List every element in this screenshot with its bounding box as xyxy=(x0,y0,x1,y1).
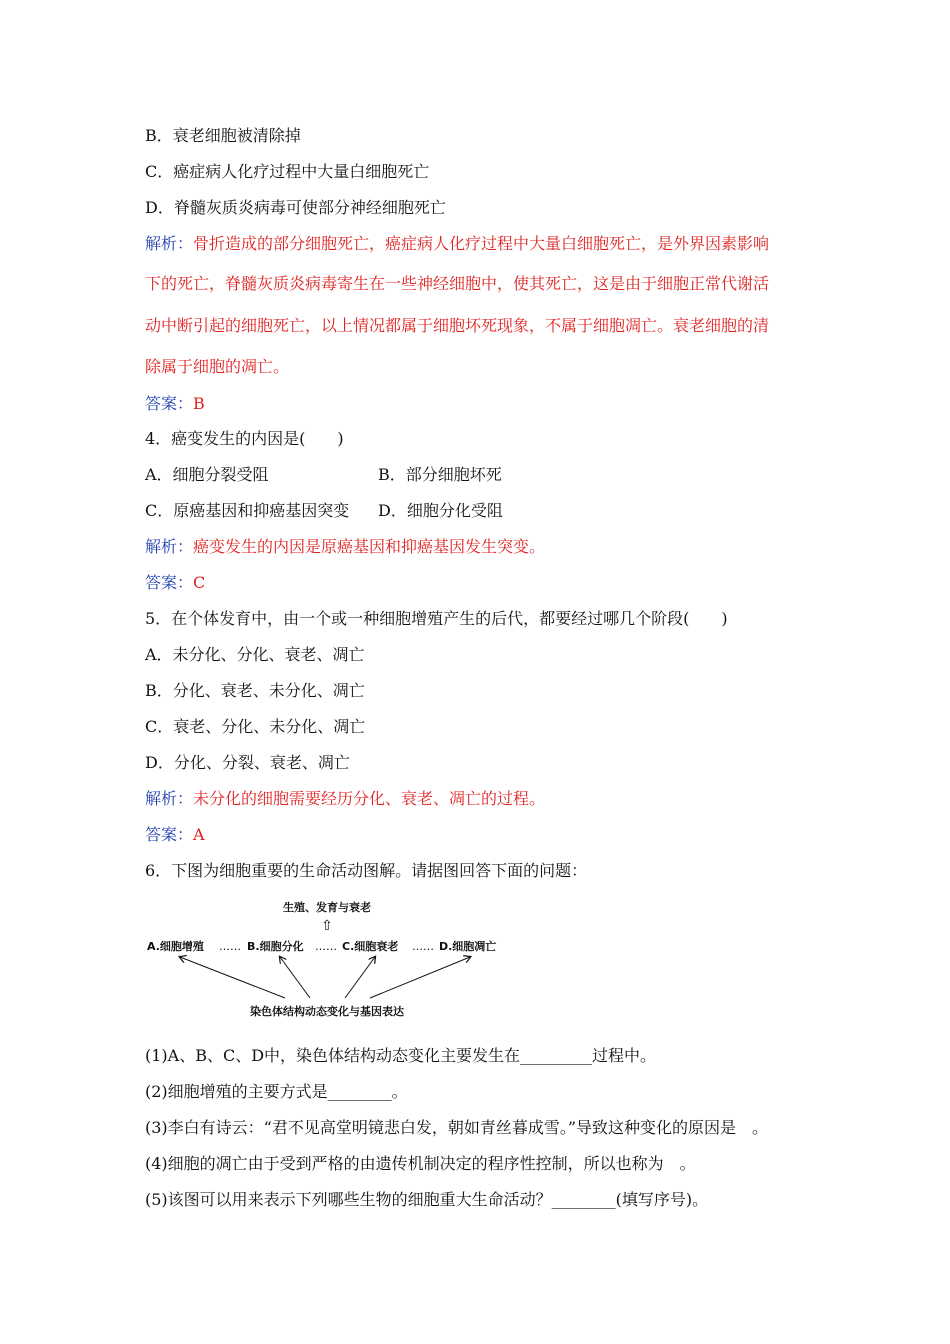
q3-explanation-label: 解析： xyxy=(145,234,194,253)
q6-stem: 6．下图为细胞重要的生命活动图解。请据图回答下面的问题： xyxy=(145,861,588,880)
q5-option-c: C．衰老、分化、未分化、凋亡 xyxy=(145,717,366,736)
q6-sub-question-4: (4)细胞的凋亡由于受到严格的由遗传机制决定的程序性控制，所以也称为 。 xyxy=(145,1154,696,1173)
q3-explanation-line-2: 下的死亡，脊髓灰质炎病毒寄生在一些神经细胞中，使其死亡，这是由于细胞正常代谢活 xyxy=(145,274,770,293)
diagram-stage-a: A.细胞增殖 xyxy=(147,940,204,953)
q6-sub-question-2: (2)细胞增殖的主要方式是________。 xyxy=(145,1082,408,1101)
diagram-stage-c: C.细胞衰老 xyxy=(342,940,399,953)
q5-stem: 5．在个体发育中，由一个或一种细胞增殖产生的后代，都要经过哪几个阶段( ) xyxy=(145,609,728,628)
q4-answer: 答案：C xyxy=(145,573,206,592)
q4-option-d: D．细胞分化受阻 xyxy=(378,501,503,520)
q6-sub-question-5: (5)该图可以用来表示下列哪些生物的细胞重大生命活动？________(填写序号)。 xyxy=(145,1190,709,1209)
q3-answer-value: B xyxy=(193,394,205,413)
q4-options-row-1 xyxy=(145,465,645,485)
diagram-dots-3: …… xyxy=(412,940,434,953)
q5-option-b: B．分化、衰老、未分化、凋亡 xyxy=(145,681,365,700)
q6-sub-question-3: (3)李白有诗云：“君不见高堂明镜悲白发，朝如青丝暮成雪。”导致这种变化的原因是 。 xyxy=(145,1118,769,1137)
q4-options-row-2 xyxy=(145,501,645,521)
diagram-dots-1: …… xyxy=(219,940,241,953)
q3-explanation-line-4: 除属于细胞的凋亡。 xyxy=(145,357,290,376)
q5-option-a: A．未分化、分化、衰老、凋亡 xyxy=(145,645,365,664)
diagram-stage-b: B.细胞分化 xyxy=(247,940,304,953)
q3-option-c: C．癌症病人化疗过程中大量白细胞死亡 xyxy=(145,162,430,181)
q5-answer-value: A xyxy=(193,825,205,844)
q3-option-b: B．衰老细胞被清除掉 xyxy=(145,126,301,145)
diagram-top-label: 生殖、发育与衰老 xyxy=(283,901,371,914)
q4-explanation: 解析：癌变发生的内因是原癌基因和抑癌基因发生突变。 xyxy=(145,537,546,556)
diagram-dots-2: …… xyxy=(315,940,337,953)
q4-option-a: A．细胞分裂受阻 xyxy=(145,465,269,484)
diagram-bottom-label: 染色体结构动态变化与基因表达 xyxy=(250,1005,404,1018)
diagram-arrow-c xyxy=(345,957,375,998)
q5-option-d: D．分化、分裂、衰老、凋亡 xyxy=(145,753,350,772)
q5-explanation: 解析：未分化的细胞需要经历分化、衰老、凋亡的过程。 xyxy=(145,789,546,808)
diagram-arrows xyxy=(180,957,470,998)
diagram-arrow-b xyxy=(280,957,310,998)
q6-sub-question-1: (1)A、B、C、D中，染色体结构动态变化主要发生在_________过程中。 xyxy=(145,1046,657,1065)
diagram-arrow-d xyxy=(370,957,470,998)
q3-explanation-line-1: 解析：骨折造成的部分细胞死亡，癌症病人化疗过程中大量白细胞死亡，是外界因素影响 xyxy=(145,234,770,253)
q4-option-b: B．部分细胞坏死 xyxy=(378,465,502,484)
q3-answer: 答案：B xyxy=(145,394,205,413)
q4-option-c: C．原癌基因和抑癌基因突变 xyxy=(145,501,350,520)
q3-explanation-line-3: 动中断引起的细胞死亡，以上情况都属于细胞坏死现象，不属于细胞凋亡。衰老细胞的清 xyxy=(145,316,770,335)
up-arrow-icon: ⇧ xyxy=(321,918,333,934)
cell-life-activity-diagram xyxy=(145,893,515,1023)
diagram-arrow-a xyxy=(180,957,285,998)
q4-answer-value: C xyxy=(193,573,206,592)
diagram-stage-d: D.细胞凋亡 xyxy=(439,940,497,953)
q4-stem: 4．癌变发生的内因是( ) xyxy=(145,429,344,448)
q5-answer: 答案：A xyxy=(145,825,205,844)
q3-option-d: D．脊髓灰质炎病毒可使部分神经细胞死亡 xyxy=(145,198,446,217)
